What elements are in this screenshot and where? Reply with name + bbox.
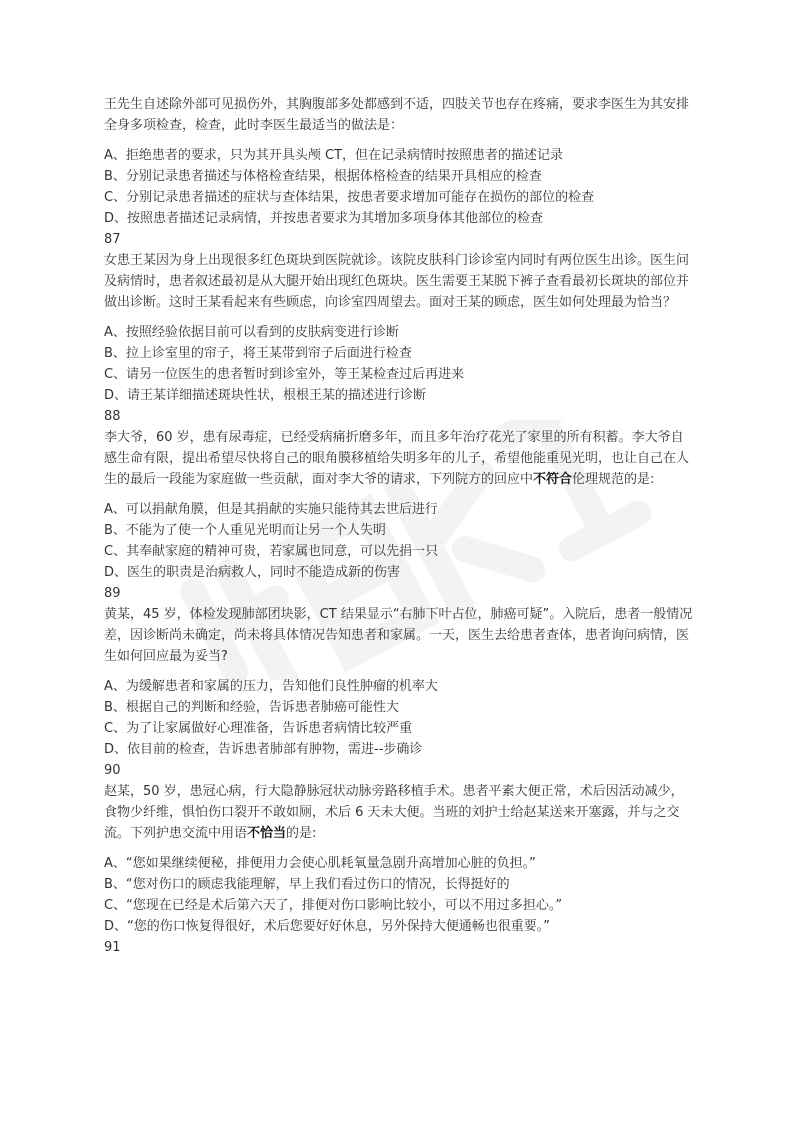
- question-stem: 女患王某因为身上出现很多红色斑块到医院就诊。该院皮肤科门诊诊室内同时有两位医生出诊。医生问及病情时，患者叙述最初是从大腿开始出现红色斑块。医生需要王某脱下裤子查看最初长斑块的部位并做出诊断。这时王某看起来有些顾虑，向诊室四周望去。面对王某的顾虑，医生如何处理最为恰当？: [104, 253, 690, 310]
- stem-text-end: 伦理规范的是:: [572, 472, 655, 487]
- option-b: B、分别记录患者描述与体格检查结果，根据体格检查的结果开具相应的检查: [104, 169, 542, 184]
- stem-text-end: 的是:: [286, 826, 317, 841]
- question-87: [104, 229, 694, 406]
- option-c: C、分别记录患者描述的症状与查体结果，按患者要求增加可能存在损伤的部位的检查: [104, 190, 595, 205]
- question-89: [104, 583, 694, 760]
- stem-text: 李大爷，60 岁，患有尿毒症，已经受病痛折磨多年，而且多年治疗花光了家里的所有积蓄。李大爷自感生命有限，提出希望尽快将自己的眼角膜移植给失明多年的儿子，希望他能重见光明，也让自己在人生的最后一段能为家庭做一些贡献，面对李大爷的请求，下列院方的回应中: [104, 430, 690, 487]
- option-b: B、不能为了使一个人重见光明而让另一个人失明: [104, 523, 386, 538]
- stem-emphasis: 不恰当: [247, 826, 287, 841]
- option-a: A、“您如果继续便秘，排便用力会使心肌耗氧量急剧升高增加心脏的负担。”: [104, 856, 536, 871]
- option-a: A、为缓解患者和家属的压力，告知他们良性肿瘤的机率大: [104, 679, 438, 694]
- question-stem: 王先生自述除外部可见损伤外，其胸腹部多处都感到不适，四肢关节也存在疼痛，要求李医生为其安排全身多项检查，检查，此时李医生最适当的做法是：: [104, 97, 690, 133]
- option-d: D、按照患者描述记录病情，并按患者要求为其增加多项身体其他部位的检查: [104, 211, 544, 226]
- question-stem: [104, 427, 694, 490]
- option-b: B、“您对伤口的顾虑我能理解，早上我们看过伤口的情况，长得挺好的: [104, 877, 510, 892]
- question-90: [104, 760, 694, 937]
- question-88: [104, 406, 694, 583]
- stem-emphasis: 不符合: [533, 472, 573, 487]
- option-c: C、“您现在已经是术后第六天了，排便对伤口影响比较小，可以不用过多担心。”: [104, 898, 563, 913]
- question-86: [104, 94, 694, 229]
- option-a: A、按照经验依据目前可以看到的皮肤病变进行诊断: [104, 325, 399, 340]
- question-list: [104, 94, 694, 958]
- question-number: 90: [104, 763, 121, 778]
- option-c: C、请另一位医生的患者暂时到诊室外，等王某检查过后再进来: [104, 367, 465, 382]
- question-number: 91: [104, 940, 121, 955]
- question-number: 89: [104, 586, 121, 601]
- stem-text: 赵某，50 岁，患冠心病，行大隐静脉冠状动脉旁路移植手术。患者平素大便正常，术后因活动减少，食物少纤维，惧怕伤口裂开不敢如厕，术后 6 天未大便。当班的刘护士给赵某送来开塞露，并与之交流。下列护患交流中用语: [104, 784, 684, 841]
- option-d: D、医生的职责是治病救人，同时不能造成新的伤害: [104, 565, 401, 580]
- option-c: C、其奉献家庭的精神可贵，若家属也同意，可以先捐一只: [104, 544, 439, 559]
- question-number: 87: [104, 232, 121, 247]
- option-b: B、根据自己的判断和经验，告诉患者肺癌可能性大: [104, 700, 399, 715]
- option-c: C、为了让家属做好心理准备，告诉患者病情比较严重: [104, 721, 413, 736]
- option-d: D、请王某详细描述斑块性状，根根王某的描述进行诊断: [104, 388, 427, 403]
- question-stem: [104, 781, 694, 844]
- question-number: 88: [104, 409, 121, 424]
- question-91: [104, 937, 694, 958]
- option-d: D、“您的伤口恢复得很好，术后您要好好休息，另外保持大便通畅也很重要。”: [104, 919, 550, 934]
- option-b: B、拉上诊室里的帘子，将王某带到帘子后面进行检查: [104, 346, 412, 361]
- option-a: A、拒绝患者的要求，只为其开具头颅 CT，但在记录病情时按照患者的描述记录: [104, 148, 564, 163]
- question-stem: 黄某，45 岁，体检发现肺部团块影，CT 结果显示“右肺下叶占位，肺癌可疑”。入院后，患者一般情况差，因诊断尚未确定，尚未将具体情况告知患者和家属。一天，医生去给患者查体，患者询问病情，医生如何回应最为妥当?: [104, 607, 693, 664]
- option-d: D、依目前的检查，告诉患者肺部有肿物，需进--步确诊: [104, 742, 423, 757]
- option-a: A、可以捐献角膜，但是其捐献的实施只能待其去世后进行: [104, 502, 438, 517]
